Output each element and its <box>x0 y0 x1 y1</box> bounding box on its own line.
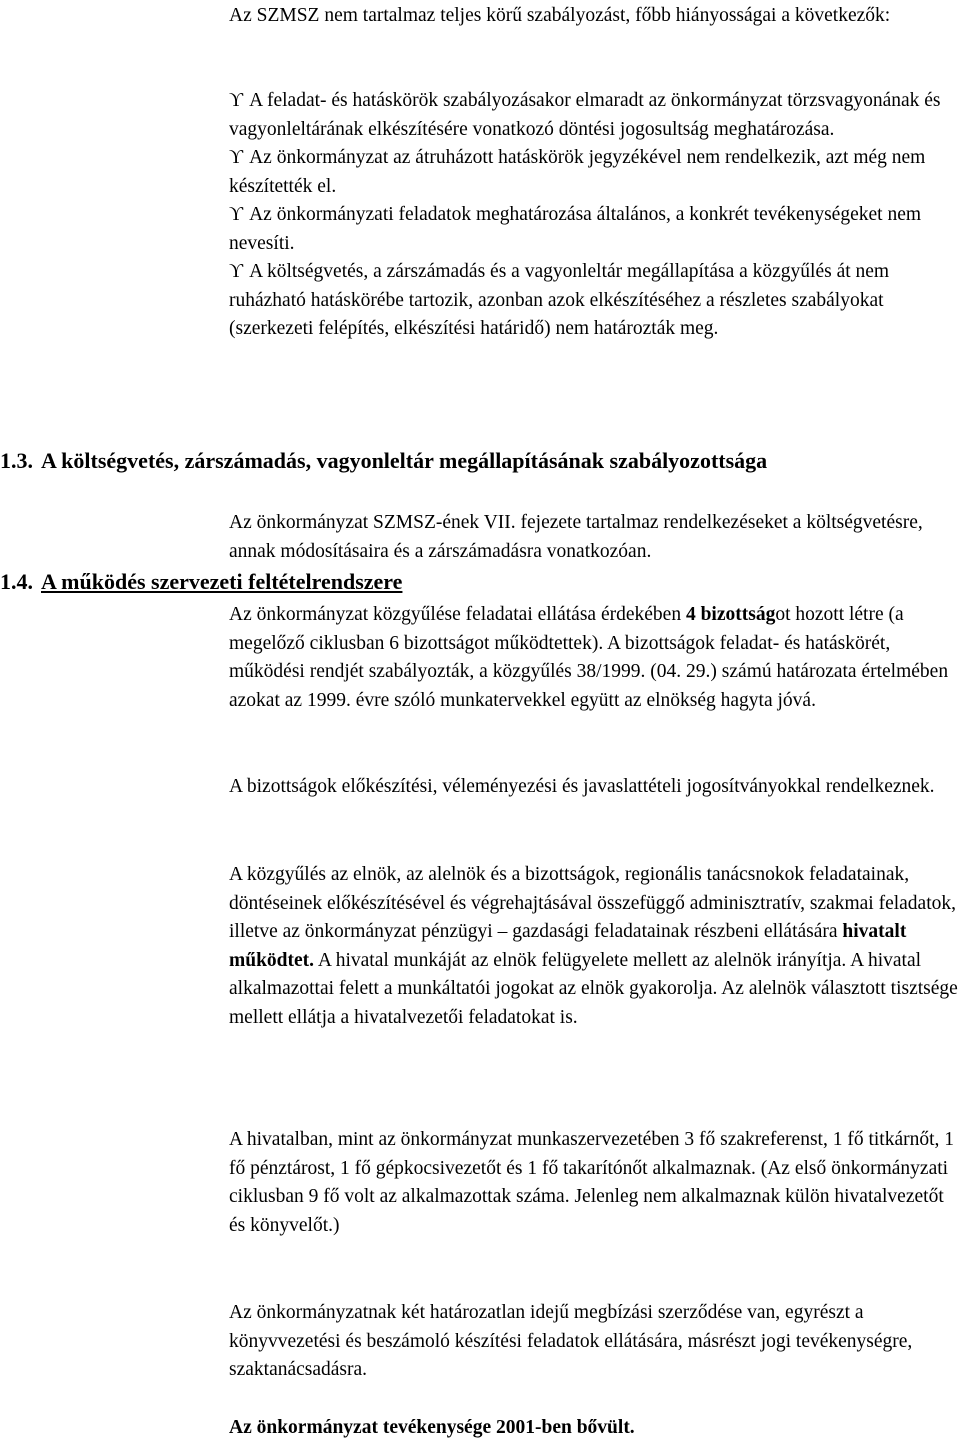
bullet-icon: ϒ <box>229 261 244 282</box>
section-1-4-body: Az önkormányzat közgyűlése feladatai ellátása érdekében 4 bizottságot hozott létre (a megelőző ciklusban 6 bizottságot működtettek). A bizottságok feladat- és hatáskörét, működési rendjét szabályozták, a közgyűlés 38/1999. (04. 29.) számú határozata értelmében azokat az 1999. évre szóló munkatervekkel együtt az elnökség hagyta jóvá. <box>229 604 949 711</box>
contracts-paragraph: Az önkormányzatnak két határozatlan idejű megbízási szerződése van, egyrészt a könyvvezetési és beszámoló készítési feladatok ellátására, másrészt jogi tevékenységre, szaktanácsadásra. <box>229 1302 913 1380</box>
final-heading: Az önkormányzat tevékenysége 2001-ben bővült. <box>229 1417 635 1438</box>
intro-paragraph: Az SZMSZ nem tartalmaz teljes körű szabályozást, főbb hiányosságai a következők: <box>229 5 891 26</box>
list-item: ϒ Az önkormányzat az átruházott hatáskörök jegyzékével nem rendelkezik, azt még nem készítették el. <box>229 147 926 197</box>
section-1-4-heading: 1.4. A működés szervezeti feltételrendszere <box>0 569 403 594</box>
deficiency-list <box>229 87 960 344</box>
list-item: ϒ Az önkormányzati feladatok meghatározása általános, a konkrét tevékenységeket nem nevesíti. <box>229 204 922 254</box>
list-item: ϒ A költségvetés, a zárszámadás és a vagyonleltár megállapítása a közgyűlés át nem ruházható hatáskörébe tartozik, azonban azok elkészítéséhez a részletes szabályokat (szerkezeti felépítés, elkészítési határidő) nem határozták meg. <box>229 261 890 339</box>
bullet-icon: ϒ <box>229 147 244 168</box>
section-1-3-heading: 1.3. A költségvetés, zárszámadás, vagyonleltár megállapításának szabályozottsága <box>0 448 768 473</box>
staff-paragraph: A hivatalban, mint az önkormányzat munkaszervezetében 3 fő szakreferenst, 1 fő titkárnőt, 1 fő pénztárost, 1 fő gépkocsivezetőt és 1 fő takarítónőt alkalmaznak. (Az első önkormányzati ciklusban 9 fő volt az alkalmazottak száma. Jelenleg nem alkalmaznak külön hivatalvezetőt és könyvelőt.) <box>229 1129 955 1236</box>
section-1-3-body: Az önkormányzat SZMSZ-ének VII. fejezete tartalmaz rendelkezéseket a költségvetésre, annak módosításaira és a zárszámadásra vonatkozóan. <box>229 512 923 562</box>
office-paragraph: A közgyűlés az elnök, az alelnök és a bizottságok, regionális tanácsnokok feladatainak, döntéseinek előkészítésével és végrehajtásával összefüggő adminisztratív, szakmai feladatok, illetve az önkormányzat pénzügyi – gazdasági feladatainak részbeni ellátására hivatalt működtet. A hivatal munkáját az elnök felügyelete mellett az alelnök irányítja. A hivatal alkalmazottai felett a munkáltatói jogokat az elnök gyakorolja. Az alelnök választott tisztsége mellett ellátja a hivatalvezetői feladatokat is. <box>229 864 958 1028</box>
list-item: ϒ A feladat- és hatáskörök szabályozásakor elmaradt az önkormányzat törzsvagyonának és vagyonleltárának elkészítésére vonatkozó döntési jogosultság meghatározása. <box>229 90 941 140</box>
bullet-icon: ϒ <box>229 90 244 111</box>
bullet-icon: ϒ <box>229 204 244 225</box>
committees-paragraph: A bizottságok előkészítési, véleményezési és javaslattételi jogosítványokkal rendelkeznek. <box>229 776 935 797</box>
